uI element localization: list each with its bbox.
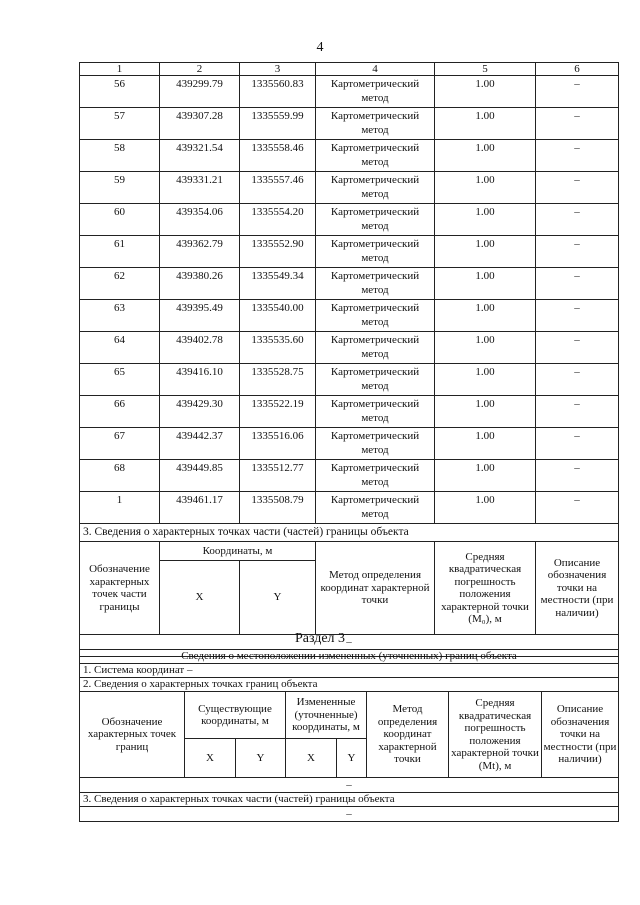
accuracy: 1.00: [435, 492, 536, 524]
coord-y: 1335512.77: [240, 460, 316, 492]
table-row: [80, 364, 619, 396]
table-row: [80, 268, 619, 300]
description: –: [536, 396, 619, 428]
point-number: 58: [80, 140, 160, 172]
description: –: [536, 332, 619, 364]
method: Картометрический метод: [316, 492, 435, 524]
coord-x: 439299.79: [160, 76, 240, 108]
empty-dash: –: [80, 778, 619, 793]
coord-y: 1335540.00: [240, 300, 316, 332]
coordinates-table: [79, 62, 619, 657]
coord-y: 1335559.99: [240, 108, 316, 140]
coord-y: 1335557.46: [240, 172, 316, 204]
coord-y: 1335508.79: [240, 492, 316, 524]
column-number: 6: [536, 63, 619, 76]
section3-title: 3. Сведения о характерных точках части (частей) границы объекта: [80, 524, 619, 542]
header-method: Метод определения координат характерной точки: [367, 692, 449, 778]
accuracy: 1.00: [435, 460, 536, 492]
point-number: 65: [80, 364, 160, 396]
description: –: [536, 108, 619, 140]
point-number: 60: [80, 204, 160, 236]
table-row: [80, 236, 619, 268]
point-number: 66: [80, 396, 160, 428]
description: –: [536, 268, 619, 300]
method: Картометрический метод: [316, 332, 435, 364]
empty-dash: –: [80, 807, 619, 822]
coord-y: 1335516.06: [240, 428, 316, 460]
description: –: [536, 300, 619, 332]
header-y: Y: [236, 739, 286, 778]
description: –: [536, 236, 619, 268]
coord-x: 439449.85: [160, 460, 240, 492]
coord-y: 1335522.19: [240, 396, 316, 428]
table-row: [80, 108, 619, 140]
header-x: X: [185, 739, 236, 778]
method: Картометрический метод: [316, 236, 435, 268]
coord-x: 439429.30: [160, 396, 240, 428]
accuracy: 1.00: [435, 332, 536, 364]
section-heading: Раздел 3: [294, 631, 346, 646]
table-row: [80, 172, 619, 204]
parts-title-row: [80, 793, 619, 807]
method: Картометрический метод: [316, 172, 435, 204]
coord-x: 439307.28: [160, 108, 240, 140]
description: –: [536, 172, 619, 204]
table-row: [80, 140, 619, 172]
point-number: 57: [80, 108, 160, 140]
table-row: [80, 460, 619, 492]
header-x: X: [286, 739, 337, 778]
header-accuracy: Средняя квадратическая погрешность положения характерной точки (M₀), м: [435, 542, 536, 635]
accuracy: 1.00: [435, 428, 536, 460]
accuracy: 1.00: [435, 268, 536, 300]
header-designation: Обозначение характерных точек границ: [80, 692, 185, 778]
table-row: [80, 332, 619, 364]
point-number: 59: [80, 172, 160, 204]
coordinate-system-row: [80, 664, 619, 678]
accuracy: 1.00: [435, 108, 536, 140]
coord-x: 439402.78: [160, 332, 240, 364]
point-number: 68: [80, 460, 160, 492]
section3-title-row: [80, 524, 619, 542]
coord-y: 1335549.34: [240, 268, 316, 300]
method: Картометрический метод: [316, 108, 435, 140]
table-row: [80, 300, 619, 332]
accuracy: 1.00: [435, 204, 536, 236]
coordinate-system: 1. Система координат –: [80, 664, 619, 678]
coord-y: 1335535.60: [240, 332, 316, 364]
changed-boundaries-table: [79, 649, 619, 822]
coord-y: 1335558.46: [240, 140, 316, 172]
parts-title: 3. Сведения о характерных точках части (частей) границы объекта: [80, 793, 619, 807]
method: Картометрический метод: [316, 204, 435, 236]
table-row: [80, 428, 619, 460]
column-number-row: [80, 63, 619, 76]
description: –: [536, 140, 619, 172]
accuracy: 1.00: [435, 364, 536, 396]
header-description: Описание обозначения точки на местности (при наличии): [536, 542, 619, 635]
header-y: Y: [337, 739, 367, 778]
method: Картометрический метод: [316, 140, 435, 172]
column-number: 2: [160, 63, 240, 76]
section3-header-row: [80, 542, 619, 561]
column-number: 3: [240, 63, 316, 76]
column-number: 1: [80, 63, 160, 76]
header-y: Y: [240, 561, 316, 635]
point-number: 56: [80, 76, 160, 108]
table-row: [80, 396, 619, 428]
method: Картометрический метод: [316, 76, 435, 108]
column-number: 4: [316, 63, 435, 76]
coord-x: 439362.79: [160, 236, 240, 268]
description: –: [536, 492, 619, 524]
point-number: 62: [80, 268, 160, 300]
coord-x: 439416.10: [160, 364, 240, 396]
table2-header-row: [80, 692, 619, 739]
method: Картометрический метод: [316, 428, 435, 460]
point-number: 67: [80, 428, 160, 460]
coord-y: 1335560.83: [240, 76, 316, 108]
method: Картометрический метод: [316, 300, 435, 332]
coord-y: 1335552.90: [240, 236, 316, 268]
description: –: [536, 76, 619, 108]
coord-x: 439354.06: [160, 204, 240, 236]
table-row: [80, 492, 619, 524]
empty-dash: –: [80, 635, 619, 650]
header-changed: Измененные (уточненные) координаты, м: [286, 692, 367, 739]
description: –: [536, 460, 619, 492]
coord-x: 439395.49: [160, 300, 240, 332]
header-x: X: [160, 561, 240, 635]
accuracy: 1.00: [435, 396, 536, 428]
boundary-points-title: 2. Сведения о характерных точках границ объекта: [80, 678, 619, 692]
table2-title-row: [80, 650, 619, 664]
coordinate-rows: [80, 76, 619, 524]
point-number: 64: [80, 332, 160, 364]
point-number: 1: [80, 492, 160, 524]
column-number: 5: [435, 63, 536, 76]
coord-x: 439461.17: [160, 492, 240, 524]
boundary-points-title-row: [80, 678, 619, 692]
header-coordinates: Координаты, м: [160, 542, 316, 561]
point-number: 61: [80, 236, 160, 268]
header-designation: Обозначение характерных точек части границы: [80, 542, 160, 635]
accuracy: 1.00: [435, 76, 536, 108]
description: –: [536, 364, 619, 396]
description: –: [536, 204, 619, 236]
table2-title: Сведения о местоположении измененных (уточненных) границ объекта: [80, 650, 619, 664]
header-existing: Существующие координаты, м: [185, 692, 286, 739]
coord-y: 1335528.75: [240, 364, 316, 396]
coord-y: 1335554.20: [240, 204, 316, 236]
page-number: 4: [316, 40, 324, 55]
method: Картометрический метод: [316, 364, 435, 396]
accuracy: 1.00: [435, 172, 536, 204]
coord-x: 439380.26: [160, 268, 240, 300]
coord-x: 439321.54: [160, 140, 240, 172]
accuracy: 1.00: [435, 300, 536, 332]
header-accuracy: Средняя квадратическая погрешность положения характерной точки (Mt), м: [449, 692, 542, 778]
parts-empty-row: [80, 807, 619, 822]
method: Картометрический метод: [316, 268, 435, 300]
header-method: Метод определения координат характерной точки: [316, 542, 435, 635]
table2-empty-row: [80, 778, 619, 793]
accuracy: 1.00: [435, 140, 536, 172]
method: Картометрический метод: [316, 460, 435, 492]
accuracy: 1.00: [435, 236, 536, 268]
coord-x: 439442.37: [160, 428, 240, 460]
table-row: [80, 204, 619, 236]
point-number: 63: [80, 300, 160, 332]
table-row: [80, 76, 619, 108]
method: Картометрический метод: [316, 396, 435, 428]
header-description: Описание обозначения точки на местности (при наличии): [542, 692, 619, 778]
coord-x: 439331.21: [160, 172, 240, 204]
description: –: [536, 428, 619, 460]
